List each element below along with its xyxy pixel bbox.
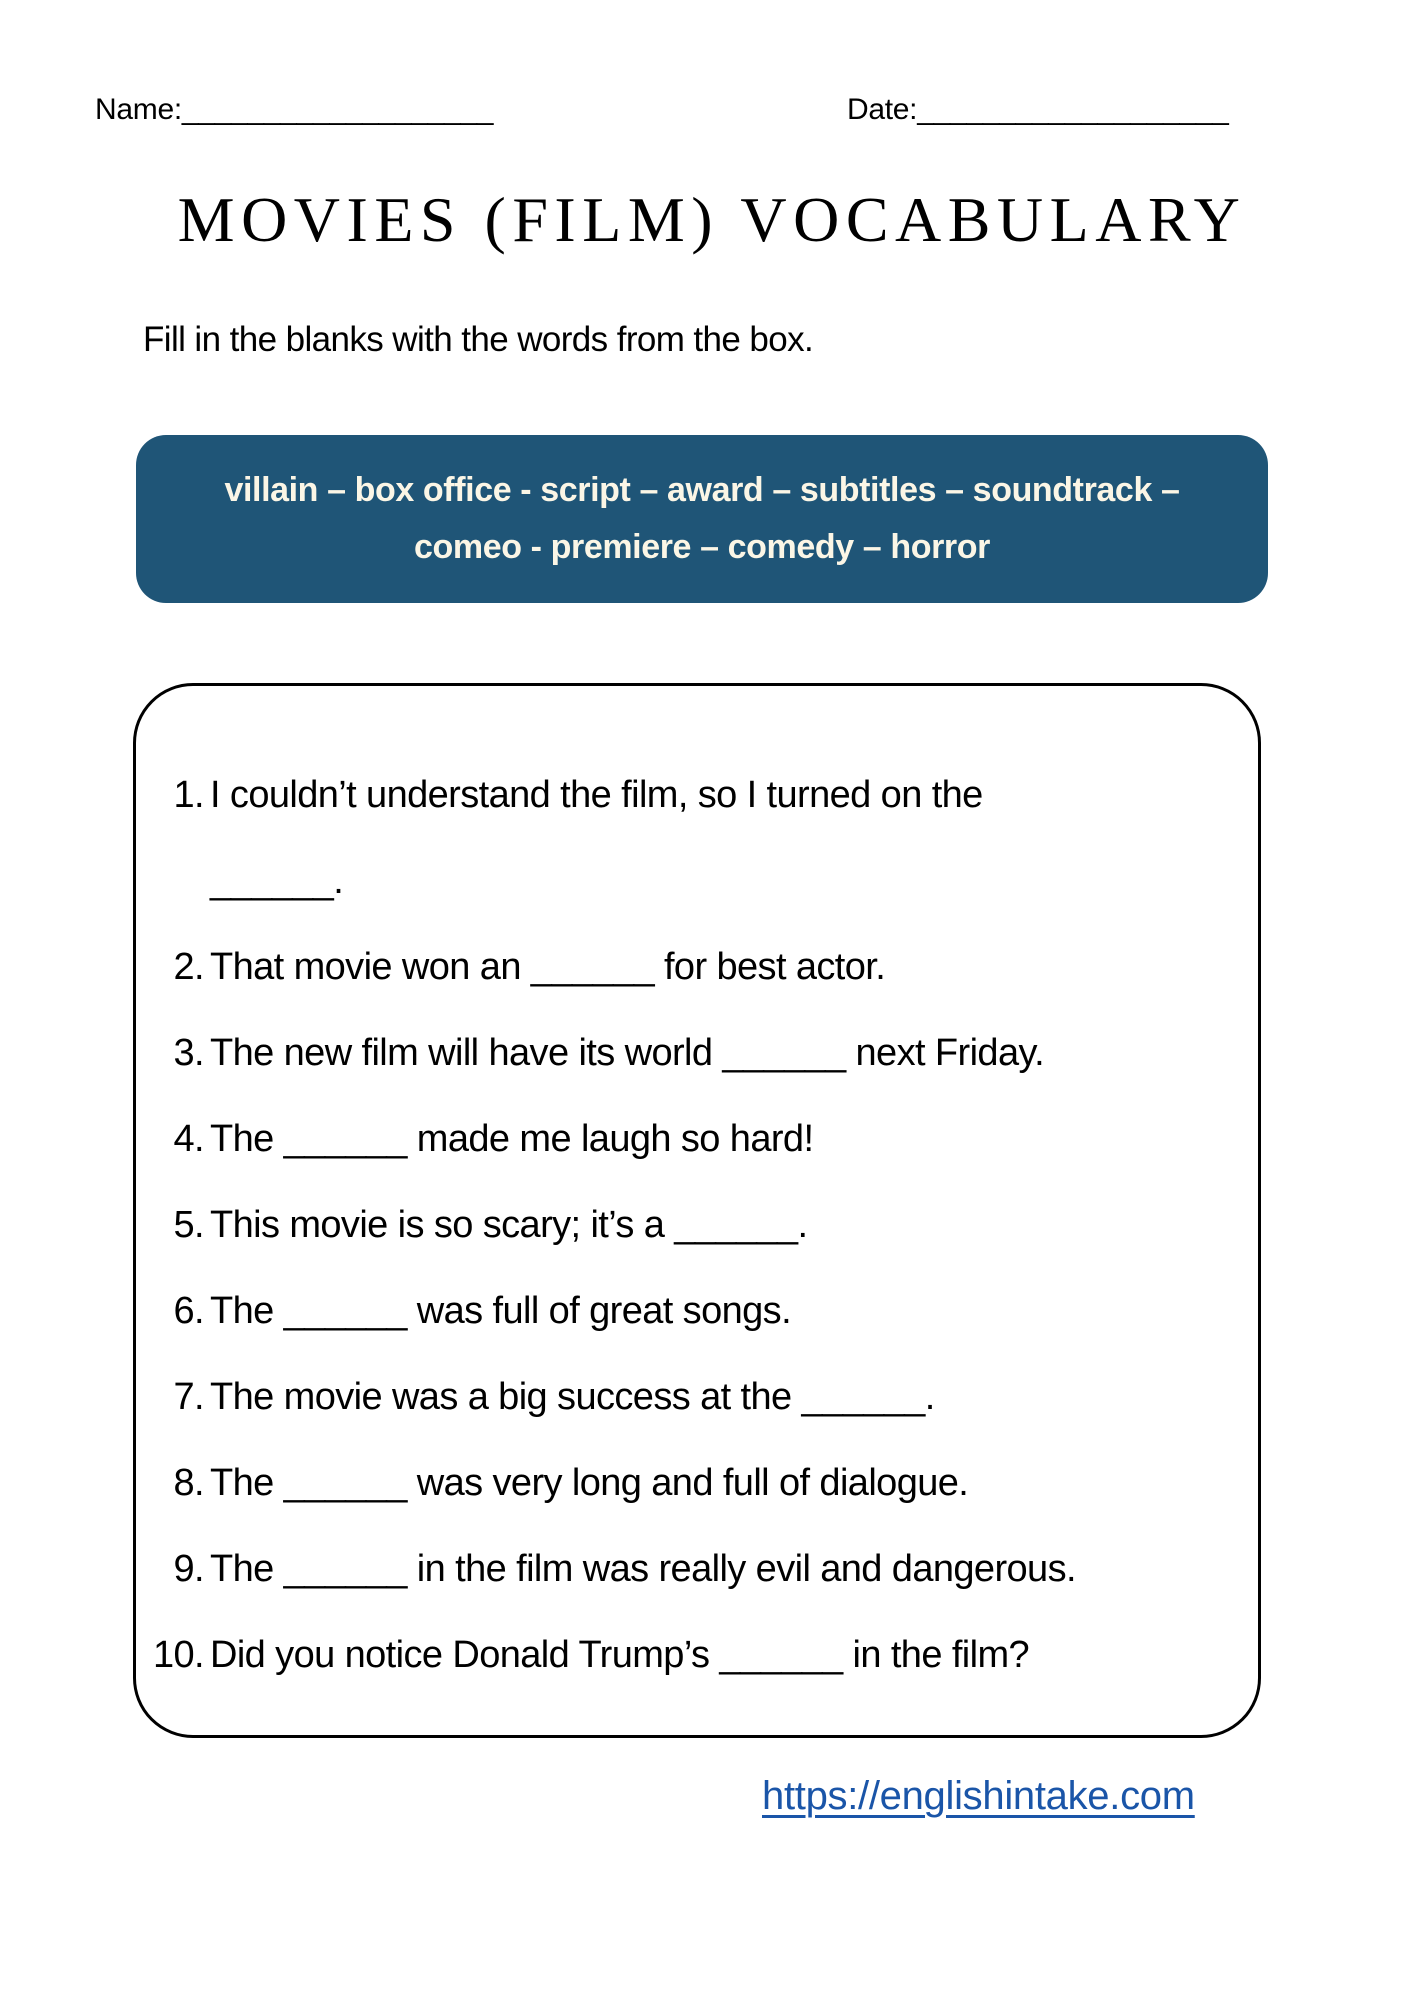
exercise-number: 4. (173, 1118, 204, 1160)
page-title: MOVIES (FILM) VOCABULARY (177, 184, 1247, 255)
word-bank-line-2: comeo - premiere – comedy – horror (414, 528, 990, 566)
date-field-label: Date:___________________ (847, 93, 1229, 126)
exercise-number: 3. (173, 1032, 204, 1074)
exercise-number: 6. (173, 1290, 204, 1332)
exercise-number: 1. (173, 774, 204, 816)
exercise-number: 8. (173, 1462, 204, 1504)
word-bank-box (136, 435, 1268, 603)
exercise-text: That movie won an ______ for best actor. (210, 946, 886, 988)
exercise-number: 10. (152, 1634, 204, 1676)
word-bank-line-1: villain – box office - script – award – subtitles – soundtrack – (224, 471, 1180, 509)
exercise-text: The ______ was full of great songs. (210, 1290, 792, 1332)
exercise-text: This movie is so scary; it’s a ______. (210, 1204, 808, 1246)
name-field-label: Name:___________________ (95, 93, 494, 126)
exercise-number: 7. (173, 1376, 204, 1418)
exercise-text: The new film will have its world ______ next Friday. (210, 1032, 1045, 1074)
instruction-text: Fill in the blanks with the words from the box. (143, 320, 814, 359)
exercise-text: Did you notice Donald Trump’s ______ in the film? (210, 1634, 1030, 1676)
exercise-text: The ______ in the film was really evil and dangerous. (210, 1548, 1076, 1590)
website-link[interactable]: https://englishintake.com (762, 1774, 1195, 1818)
exercise-number: 2. (173, 946, 204, 988)
exercise-blank: ______. (210, 860, 344, 902)
exercise-text: I couldn’t understand the film, so I turned on the (210, 774, 983, 816)
exercise-text: The ______ made me laugh so hard! (210, 1118, 814, 1160)
exercise-number: 9. (173, 1548, 204, 1590)
exercise-number: 5. (173, 1204, 204, 1246)
exercise-text: The ______ was very long and full of dialogue. (210, 1462, 969, 1504)
exercise-text: The movie was a big success at the ______. (210, 1376, 935, 1418)
